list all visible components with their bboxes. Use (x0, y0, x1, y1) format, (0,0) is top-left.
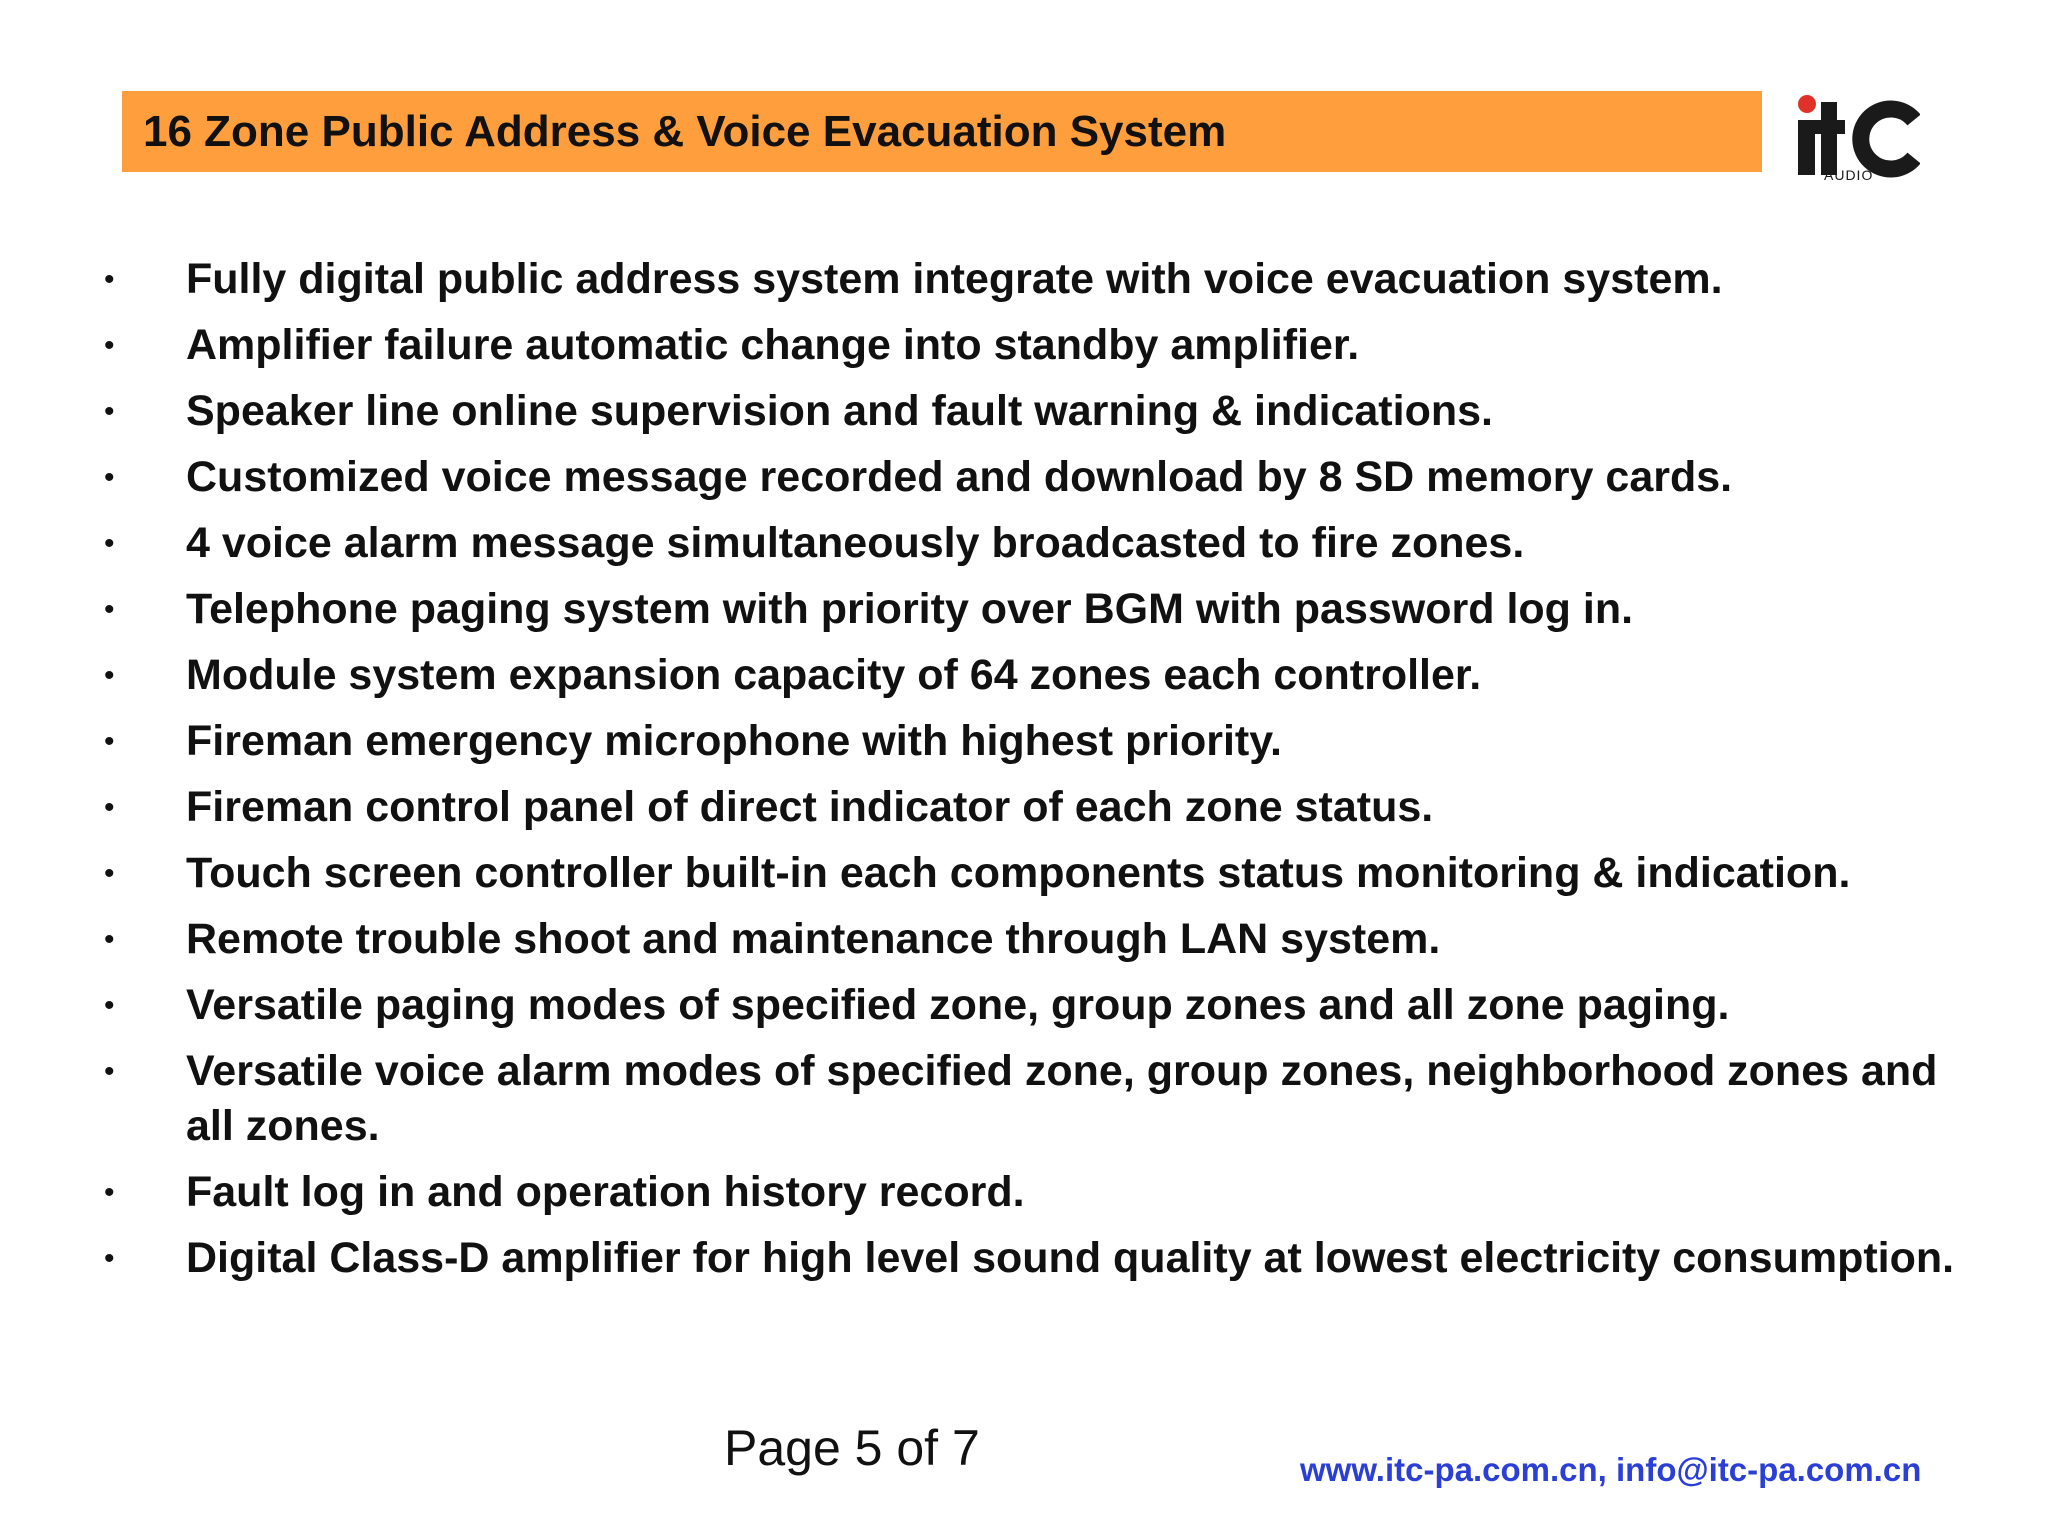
list-item-text: Fireman control panel of direct indicator of each zone status. (186, 783, 1434, 831)
list-item-text: Touch screen controller built-in each components status monitoring & indication. (186, 849, 1851, 897)
list-item-text: Fault log in and operation history record. (186, 1168, 1025, 1216)
bullet-icon: • (104, 1055, 115, 1088)
bullet-icon: • (104, 593, 115, 626)
bullet-icon: • (104, 857, 115, 890)
bullet-icon: • (104, 791, 115, 824)
list-item-text: Fully digital public address system integrate with voice evacuation system. (186, 255, 1723, 303)
list-item (104, 780, 2004, 835)
list-item (104, 1044, 2004, 1154)
list-item-text: Digital Class-D amplifier for high level sound quality at lowest electricity consumption. (186, 1234, 1955, 1282)
list-item-text: 4 voice alarm message simultaneously broadcasted to fire zones. (186, 519, 1525, 567)
page-number: Page 5 of 7 (724, 1420, 980, 1476)
list-item-text: Telephone paging system with priority over BGM with password log in. (186, 585, 1634, 633)
list-item (104, 450, 2004, 505)
list-item-text: Customized voice message recorded and download by 8 SD memory cards. (186, 453, 1733, 501)
logo-dot (1798, 95, 1816, 113)
list-item-text: Versatile voice alarm modes of specified zone, group zones, neighborhood zones and all zones. (186, 1047, 1938, 1150)
list-item (104, 1231, 2004, 1286)
bullet-icon: • (104, 659, 115, 692)
title-bar (122, 91, 1762, 172)
list-item (104, 384, 2004, 439)
bullet-icon: • (104, 923, 115, 956)
bullet-icon: • (104, 989, 115, 1022)
list-item (104, 1165, 2004, 1220)
list-item (104, 252, 2004, 307)
list-item-text: Module system expansion capacity of 64 zones each controller. (186, 651, 1482, 699)
itc-audio-logo (1796, 92, 1920, 186)
logo-t-bar (1815, 120, 1845, 134)
bullet-icon: • (104, 1242, 115, 1275)
list-item-text: Amplifier failure automatic change into standby amplifier. (186, 321, 1360, 369)
logo-i-stem (1798, 120, 1815, 175)
bullet-icon: • (104, 329, 115, 362)
logo-t-stem (1821, 102, 1837, 175)
list-item-text: Fireman emergency microphone with highest priority. (186, 717, 1282, 765)
list-item (104, 846, 2004, 901)
list-item (104, 582, 2004, 637)
list-item (104, 912, 2004, 967)
bullet-icon: • (104, 725, 115, 758)
list-item (104, 714, 2004, 769)
list-item-text: Remote trouble shoot and maintenance through LAN system. (186, 915, 1441, 963)
footer-contact-link[interactable]: www.itc-pa.com.cn, info@itc-pa.com.cn (1300, 1451, 1922, 1488)
bullet-icon: • (104, 395, 115, 428)
feature-list (104, 252, 2004, 1297)
logo-subtext: AUDIO (1824, 167, 1874, 183)
list-item-text: Versatile paging modes of specified zone, group zones and all zone paging. (186, 981, 1730, 1029)
list-item-text: Speaker line online supervision and fault warning & indications. (186, 387, 1493, 435)
logo-c (1861, 109, 1914, 169)
list-item (104, 978, 2004, 1033)
bullet-icon: • (104, 1176, 115, 1209)
bullet-icon: • (104, 461, 115, 494)
list-item (104, 516, 2004, 571)
list-item (104, 648, 2004, 703)
page-title: 16 Zone Public Address & Voice Evacuation System (143, 106, 1227, 156)
list-item (104, 318, 2004, 373)
bullet-icon: • (104, 263, 115, 296)
bullet-icon: • (104, 527, 115, 560)
